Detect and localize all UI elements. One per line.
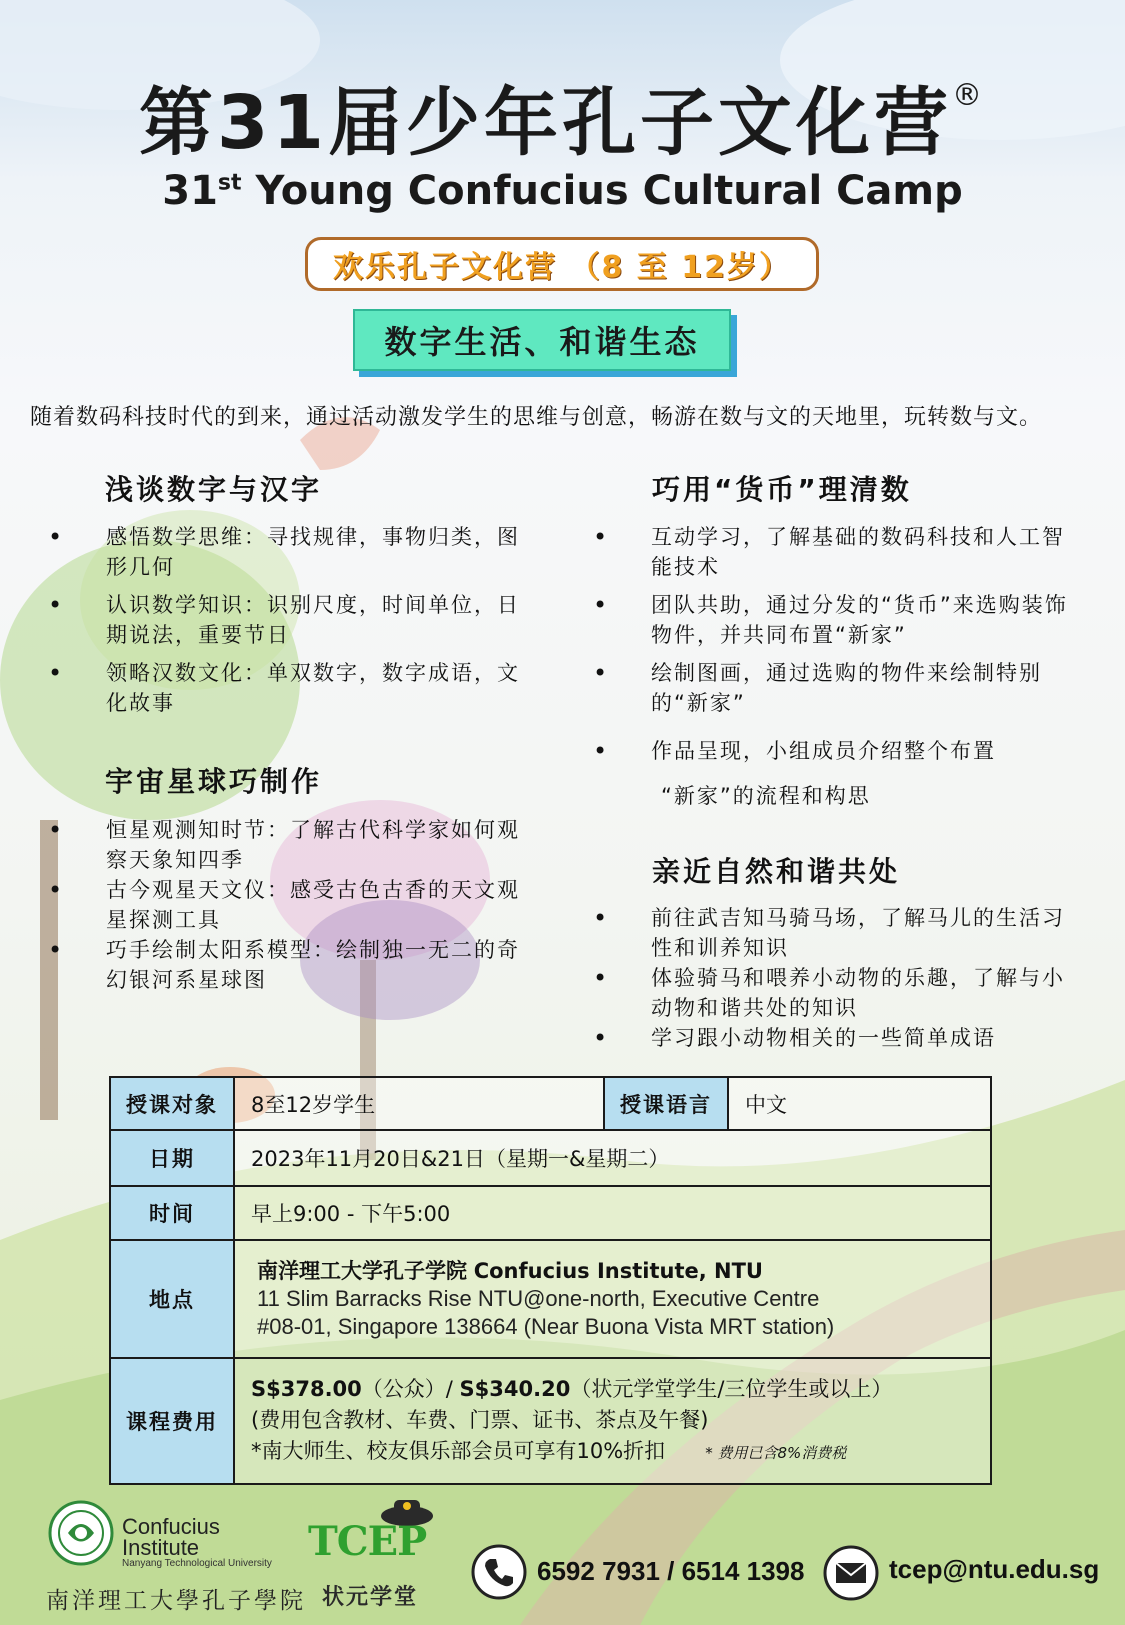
list-item: • 绘制图画，通过选购的物件来绘制特别的“新家” [593, 658, 1083, 718]
language-label: 授课语言 [604, 1077, 728, 1130]
list-item: • 体验骑马和喂养小动物的乐趣，了解与小动物和谐共处的知识 [593, 963, 1083, 1023]
ci-name-chinese: 南洋理工大學孔子學院 [46, 1588, 306, 1614]
list-item: • 认识数学知识：识别尺度，时间单位，日期说法，重要节日 [48, 590, 528, 650]
fee-public: S$378.00 [251, 1376, 362, 1401]
tcep-logo: TCEP [308, 1518, 427, 1565]
phone-icon [470, 1543, 528, 1601]
fee-value [234, 1358, 991, 1484]
section-list-planet-crafting [48, 815, 538, 995]
age-badge: 欢乐孔子文化营 （8 至 12岁） [305, 237, 819, 291]
table-row [110, 1186, 991, 1240]
venue-name-english: Confucius Institute, NTU [473, 1259, 763, 1283]
registered-mark: ® [951, 78, 986, 113]
confucius-institute-logo-icon [48, 1500, 114, 1566]
list-item: • 恒星观测知时节：了解古代科学家如何观察天象知四季 [48, 815, 538, 875]
list-item: • 学习跟小动物相关的一些简单成语 [593, 1023, 1083, 1053]
list-item: • 作品呈现，小组成员介绍整个布置 [593, 736, 1083, 766]
list-item: • 感悟数学思维：寻找规律，事物归类，图形几何 [48, 522, 528, 582]
ci-university: Nanyang Technological University [122, 1558, 272, 1569]
time-label: 时间 [110, 1186, 234, 1240]
list-item: • 领略汉数文化：单双数字，数字成语，文化故事 [48, 658, 528, 718]
title-english [0, 168, 1125, 214]
venue-label: 地点 [110, 1240, 234, 1358]
footer [0, 1500, 1125, 1625]
title-english-number: 31 [162, 168, 218, 214]
section-list-nature [593, 903, 1083, 1053]
section-heading-numbers-and-characters: 浅谈数字与汉字 [105, 473, 323, 506]
fee-student-note: （状元学堂学生/三位学生或以上） [570, 1376, 893, 1401]
currency-item-continuation: “新家”的流程和构思 [661, 784, 871, 808]
section-list-numbers-and-characters [48, 522, 528, 718]
phone-number[interactable]: 6592 7931 / 6514 1398 [537, 1556, 805, 1586]
ci-name-line2: Institute [122, 1535, 200, 1560]
list-item: • 互动学习，了解基础的数码科技和人工智能技术 [593, 522, 1083, 582]
venue-name-chinese: 南洋理工大学孔子学院 [257, 1259, 467, 1283]
table-row [110, 1130, 991, 1186]
date-label: 日期 [110, 1130, 234, 1186]
table-row [110, 1240, 991, 1358]
list-item: • 前往武吉知马骑马场，了解马儿的生活习性和训养知识 [593, 903, 1083, 963]
fee-includes: (费用包含教材、车费、门票、证书、茶点及午餐) [251, 1407, 709, 1432]
audience-value: 8至12岁学生 [234, 1077, 604, 1130]
section-list-currency [593, 522, 1083, 780]
list-item: • 巧手绘制太阳系模型：绘制独一无二的奇幻银河系星球图 [48, 935, 538, 995]
venue-value [234, 1240, 991, 1358]
list-item: • 团队共助，通过分发的“货币”来选购装饰物件，并共同布置“新家” [593, 590, 1083, 650]
venue-address-line1: 11 Slim Barracks Rise NTU@one-north, Executive Centre [257, 1286, 820, 1311]
title-english-text: Young Confucius Cultural Camp [241, 168, 963, 214]
table-row [110, 1077, 991, 1130]
fee-tax-note: * 费用已含8%消费税 [705, 1443, 847, 1462]
venue-address-line2: #08-01, Singapore 138664 (Near Buona Vista MRT station) [257, 1314, 835, 1339]
email-address[interactable]: tcep@ntu.edu.sg [889, 1554, 1100, 1584]
audience-label: 授课对象 [110, 1077, 234, 1130]
language-value: 中文 [728, 1077, 991, 1130]
date-value: 2023年11月20日&21日（星期一&星期二） [234, 1130, 991, 1186]
tcep-name-chinese: 状元学堂 [322, 1585, 419, 1610]
fee-public-note: （公众）/ [361, 1376, 460, 1401]
section-heading-nature: 亲近自然和谐共处 [652, 855, 901, 888]
table-row [110, 1358, 991, 1484]
ci-name-line1: Confucius [122, 1514, 220, 1539]
theme-badge: 数字生活、和谐生态 [353, 309, 731, 371]
fee-student: S$340.20 [459, 1376, 571, 1401]
info-table [109, 1076, 992, 1485]
section-heading-currency: 巧用“货币”理清数 [652, 473, 912, 506]
section-heading-planet-crafting: 宇宙星球巧制作 [105, 765, 323, 798]
title-english-suffix: st [217, 170, 242, 196]
ci-name-english [122, 1516, 220, 1558]
list-item: • 古今观星天文仪：感受古色古香的天文观星探测工具 [48, 875, 538, 935]
fee-label: 课程费用 [110, 1358, 234, 1484]
title-chinese-text: 第31届少年孔子文化营 [139, 80, 952, 166]
email-icon [822, 1544, 880, 1602]
intro-text: 随着数码科技时代的到来，通过活动激发学生的思维与创意，畅游在数与文的天地里，玩转数与文。 [30, 405, 1043, 430]
fee-discount: *南大师生、校友俱乐部会员可享有10%折扣 [251, 1438, 666, 1463]
title-chinese [0, 64, 1125, 170]
time-value: 早上9:00 - 下午5:00 [234, 1186, 991, 1240]
